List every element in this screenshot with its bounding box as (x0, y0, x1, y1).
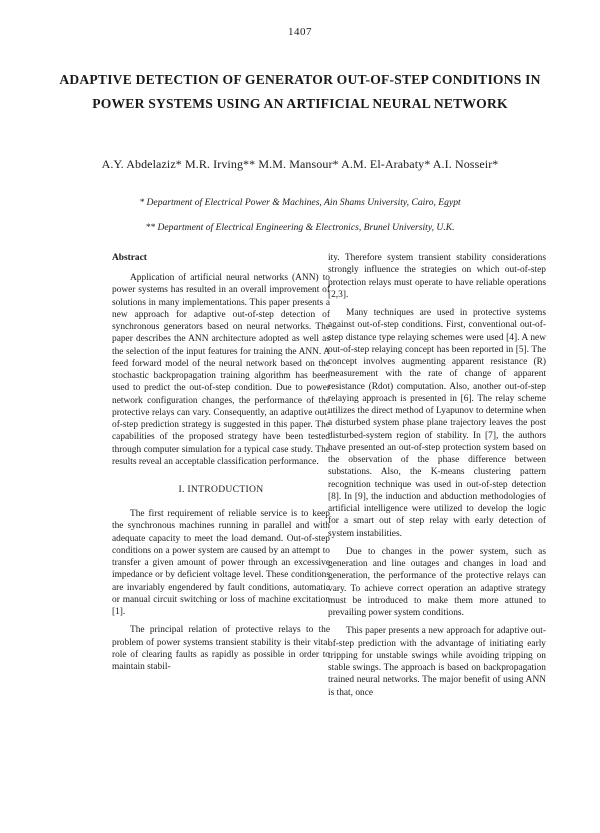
author-list: A.Y. Abdelaziz* M.R. Irving** M.M. Mansour* A.M. El-Arabaty* A.I. Nosseir* (101, 157, 499, 171)
abstract-text: Application of artificial neural networks (ANN) to power systems has resulted in an overall improvement of solutions in many implementations. This paper presents a new approach for adaptive out-of-step detection of synchronous generators based on neural networks. The paper describes the ANN architecture adopted as well as the selection of the input features for training the ANN. A feed forward model of the neural network based on the stochastic backpropagation training algorithm has been used to predict the out-of-step condition. Due to power network configuration changes, the performance of the protective relays can vary. Consequently, an adaptive out-of-step prediction strategy is suggested in this paper. The capabilities of the proposed strategy have been tested through computer simulation for a typical case study. The results reveal an acceptable classification performance. (112, 273, 330, 467)
introduction-paragraph-4: Due to changes in the power system, such as generation and line outages and changes in load and generation, the performance of the protective relays can vary. To achieve correct operation an adaptive strategy must be introduced to make them more attuned to prevailing power system conditions. (328, 546, 546, 618)
abstract-heading: Abstract (112, 253, 147, 263)
introduction-paragraph-2: The principal relation of protective relays to the problem of power systems transient stability is their vital role of clearing faults as rapidly as possible in order to maintain stabil- (112, 625, 330, 672)
introduction-paragraph-5: This paper presents a new approach for adaptive out-of-step prediction with the advantage of initiating early tripping for unstable swings while avoiding tripping on stable swings. The approach is based on backpropagation trained neural networks. The major benefit of using ANN is that, once (328, 626, 546, 698)
affiliation-ain-shams: * Department of Electrical Power & Machines, Ain Shams University, Cairo, Egypt (139, 197, 461, 208)
introduction-paragraph-2-continued: ity. Therefore system transient stability considerations strongly influence the strategies on which out-of-step protection relays must operate to have reliable operations [2,3]. (328, 253, 546, 300)
affiliation-brunel: ** Department of Electrical Engineering & Electronics, Brunel University, U.K. (145, 222, 455, 233)
introduction-heading: I. INTRODUCTION (178, 484, 264, 495)
left-column (112, 252, 330, 673)
introduction-paragraph-1: The first requirement of reliable service is to keep the synchronous machines running in parallel and with adequate capacity to meet the load demand. Out-of-step conditions on a power system are caused by an attempt to transfer a given amount of power through an excessive impedance or by deficient voltage level. These conditions are invariably engendered by fault conditions, automatic or manual circuit switching or loss of machine excitation [1]. (112, 509, 330, 617)
introduction-paragraph-3: Many techniques are used in protective systems against out-of-step conditions. First, conventional out-of-step distance type relaying schemes were used [4]. A new out-of-step relaying concept has been reported in [5]. The concept involves augmenting apparent resistance (R) measurement with the rate of change of apparent resistance (Rdot) computation. Also, another out-of-step relaying approach is presented in [6]. The relay scheme utilizes the direct method of Lyapunov to determine when a disturbed system phase plane trajectory leaves the post disturbed-system region of stability. In [7], the authors have presented an out-of-step protection system based on the observation of the phase difference between substations. Also, the K-means clustering pattern recognition technique was used in out-of-step detection [8]. In [9], the induction and abduction methodologies of artificial intelligence were utilized to develop the logic for a smart out of step relay with early detection of system instabilities. (328, 308, 546, 539)
right-column (328, 252, 546, 699)
page-number: 1407 (288, 26, 312, 38)
paper-title: ADAPTIVE DETECTION OF GENERATOR OUT-OF-STEP CONDITIONS IN POWER SYSTEMS USING AN ARTIFICIAL NEURAL NETWORK (59, 72, 541, 111)
